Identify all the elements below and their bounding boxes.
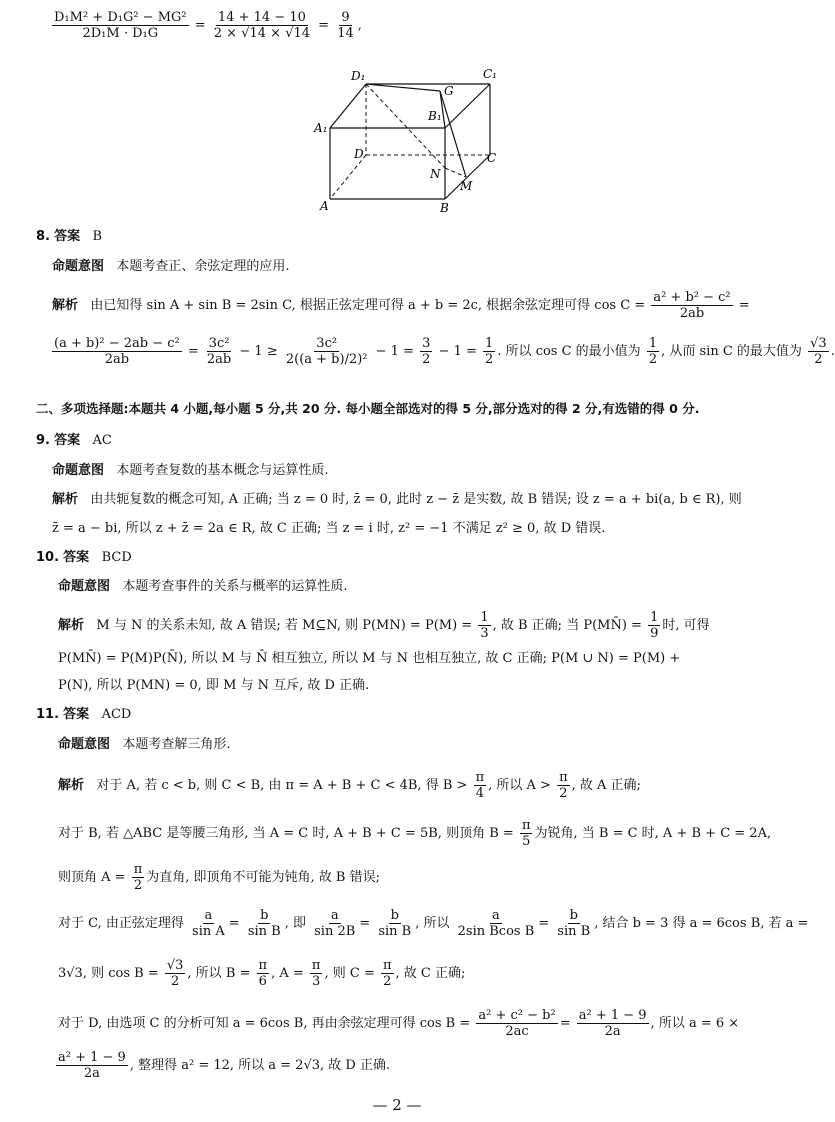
label-A: A <box>320 199 329 213</box>
q11-line3: 则顶角 A = $\frac{\pi}{2}$ 为直角, 即顶角不可能为钝角, 故 B 错误; <box>58 862 380 893</box>
fraction: $\frac{\text{a² + 1 − 9}}{2a}$ <box>58 1050 126 1081</box>
fraction: $\frac{√3}{2}$ <box>810 336 827 367</box>
page-number: — 2 — <box>372 1096 422 1114</box>
fraction: $\frac{\pi}{3}$ <box>311 958 321 989</box>
q8-analysis-line1: 解析 由已知得 sin A + sin B = 2sin C, 根据正弦定理可得 a + b = 2c, 根据余弦定理可得 cos C = $\frac{\text{a² + b² − c²}}{2ab}$ = <box>52 290 750 321</box>
fraction: $\frac{1}{9}$ <box>650 610 659 641</box>
label-D1: D₁ <box>351 69 366 83</box>
cube-figure <box>0 62 794 222</box>
q9-intent: 命题意图 本题考查复数的基本概念与运算性质. <box>52 463 329 478</box>
fraction: $\frac{b}{\text{sin B}}$ <box>247 908 281 939</box>
fraction: $\frac{\text{3c²}}{2ab}$ <box>206 336 232 367</box>
q11-answer: 11. 答案 ACD <box>36 707 132 722</box>
q9-analysis-line2: z̄ = a − bi, 所以 z + z̄ = 2a ∈ R, 故 C 正确; 当 z = i 时, z² = −1 不满足 z² ≥ 0, 故 D 错误. <box>52 521 606 536</box>
q10-intent: 命题意图 本题考查事件的关系与概率的运算性质. <box>58 579 348 594</box>
fraction: $\frac{\text{(a + b)² − 2ab − c²}}{2ab}$ <box>54 336 180 367</box>
fraction: $\frac{a}{\text{2sin Bcos B}}$ <box>457 908 535 939</box>
fraction: $\frac{b}{\text{sin B}}$ <box>378 908 412 939</box>
fraction: $\frac{\text{a² + c² − b²}}{2ac}$ <box>478 1008 556 1039</box>
label-M: M <box>460 179 473 193</box>
fraction: $\frac{1}{2}$ <box>485 336 494 367</box>
label-A1: A₁ <box>314 121 328 135</box>
q11-intent: 命题意图 本题考查解三角形. <box>58 737 231 752</box>
q11-line4: 对于 C, 由正弦定理得 $\frac{a}{\text{sin A}}$ = $\frac{b}{\text{sin B}}$ , 即 $\frac{a}{\sin 2B}$ = $\frac{b}{\text{sin B}}$ , 所以 $\frac{a}{\text{2sin Bcos B}}$ = $\frac{b}{\text{sin B}}$ , 结合 b = 3 得 a = 6cos B, 若 a = <box>58 908 809 939</box>
fraction: $\frac{\pi}{2}$ <box>559 770 568 801</box>
fraction: $\frac{\pi}{4}$ <box>475 770 485 801</box>
fraction: $\frac{3}{2}$ <box>422 336 431 367</box>
q8-answer: 8. 答案 B <box>36 229 103 244</box>
q9-analysis-line1: 解析 由共轭复数的概念可知, A 正确; 当 z = 0 时, z̄ = 0, 此时 z − z̄ 是实数, 故 B 错误; 设 z = a + bi(a, b ∈ R), 则 <box>52 492 742 507</box>
label-G: G <box>444 84 454 98</box>
section-heading: 二、多项选择题:本题共 4 小题,每小题 5 分,共 20 分. 每小题全部选对的得 5 分,部分选对的得 2 分,有选错的得 0 分. <box>36 401 700 416</box>
fraction: $\frac{\pi}{5}$ <box>521 818 531 849</box>
fraction: $\frac{1}{2}$ <box>648 336 658 367</box>
fraction: $\frac{\text{a² + b² − c²}}{2ab}$ <box>653 290 731 321</box>
q11-line2: 对于 B, 若 △ABC 是等腰三角形, 当 A = C 时, A + B + C = 5B, 则顶角 B = $\frac{\pi}{5}$ 为锐角, 当 B = C 时, A + B + C = 2A, <box>58 818 772 849</box>
q9-answer: 9. 答案 AC <box>36 433 112 448</box>
q10-analysis-line1: 解析 M 与 N 的关系未知, 故 A 错误; 若 M⊆N, 则 P(MN) = P(M) = $\frac{1}{3}$ , 故 B 正确; 当 P(MN̄) = $\frac{1}{9}$ 时, 可得 <box>58 610 710 641</box>
q11-line1: 解析 对于 A, 若 c < b, 则 C < B, 由 π = A + B + C < 4B, 得 B > $\frac{\pi}{4}$ , 所以 A > $\frac{\pi}{2}$ , 故 A 正确; <box>58 770 641 801</box>
fraction: $\frac{\text{3c²}}{\text{2((a + b)/2)²}}$ <box>285 336 368 367</box>
fraction: $\frac{\pi}{6}$ <box>258 958 268 989</box>
label-C: C <box>487 151 497 165</box>
q10-analysis-line2: P(MN̄) = P(M)P(N̄), 所以 M 与 N̄ 相互独立, 所以 M 与 N 也相互独立, 故 C 正确; P(M ∪ N) = P(M) + <box>58 651 681 666</box>
fraction: $\frac{14 + 14 - 10}{2 \times √14 \times √14}$ <box>213 10 311 41</box>
q10-answer: 10. 答案 BCD <box>36 550 132 565</box>
label-C1: C₁ <box>483 67 497 81</box>
label-N: N <box>430 167 441 181</box>
fraction: $\frac{\pi}{2}$ <box>133 862 143 893</box>
top-formula: $\frac{\text{D₁M² + D₁G² − MG²}}{\text{2D₁M · D₁G}}$ = $\frac{14 + 14 - 10}{2 \times √14 \times √14}$ = $\frac{9}{14}$ , <box>54 10 362 41</box>
q11-line5: 3√3, 则 cos B = $\frac{√3}{2}$ , 所以 B = $\frac{\pi}{6}$ , A = $\frac{\pi}{3}$ , 则 C = $\frac{\pi}{2}$ , 故 C 正确; <box>58 958 466 989</box>
fraction: $\frac{9}{14}$ <box>337 10 354 41</box>
q8-analysis-line2: $\frac{\text{(a + b)² − 2ab − c²}}{2ab}$ = $\frac{\text{3c²}}{2ab}$ − 1 ≥ $\frac{\text{3c²}}{\text{2((a + b)/2)²}}$ − 1 = $\frac{3}{2}$ − 1 = $\frac{1}{2}$ . 所以 cos C 的最小值为 $\frac{1}{2}$ , 从而 sin C 的最大值为 $\frac{√3}{2}$ . <box>54 336 835 367</box>
label-B: B <box>440 201 449 215</box>
fraction: $\frac{1}{3}$ <box>480 610 489 641</box>
fraction: $\frac{\text{D₁M² + D₁G² − MG²}}{\text{2D₁M · D₁G}}$ <box>54 10 187 41</box>
fraction: $\frac{\text{a² + 1 − 9}}{2a}$ <box>578 1008 647 1039</box>
label-D: D <box>354 147 364 161</box>
fraction: $\frac{a}{\sin 2B}$ <box>314 908 356 939</box>
label-B1: B₁ <box>428 109 442 123</box>
fraction: $\frac{a}{\text{sin A}}$ <box>192 908 225 939</box>
q11-line7: $\frac{\text{a² + 1 − 9}}{2a}$ , 整理得 a² = 12, 所以 a = 2√3, 故 D 正确. <box>58 1050 391 1081</box>
q10-analysis-line3: P(N), 所以 P(MN) = 0, 即 M 与 N 互斥, 故 D 正确. <box>58 678 370 693</box>
q8-intent: 命题意图 本题考查正、余弦定理的应用. <box>52 259 290 274</box>
fraction: $\frac{\pi}{2}$ <box>382 958 392 989</box>
fraction: $\frac{b}{\text{sin B}}$ <box>557 908 591 939</box>
fraction: $\frac{√3}{2}$ <box>166 958 184 989</box>
q11-line6: 对于 D, 由选项 C 的分析可知 a = 6cos B, 再由余弦定理可得 cos B = $\frac{\text{a² + c² − b²}}{2ac}$ = $\frac{\text{a² + 1 − 9}}{2a}$ , 所以 a = 6 × <box>58 1008 740 1039</box>
